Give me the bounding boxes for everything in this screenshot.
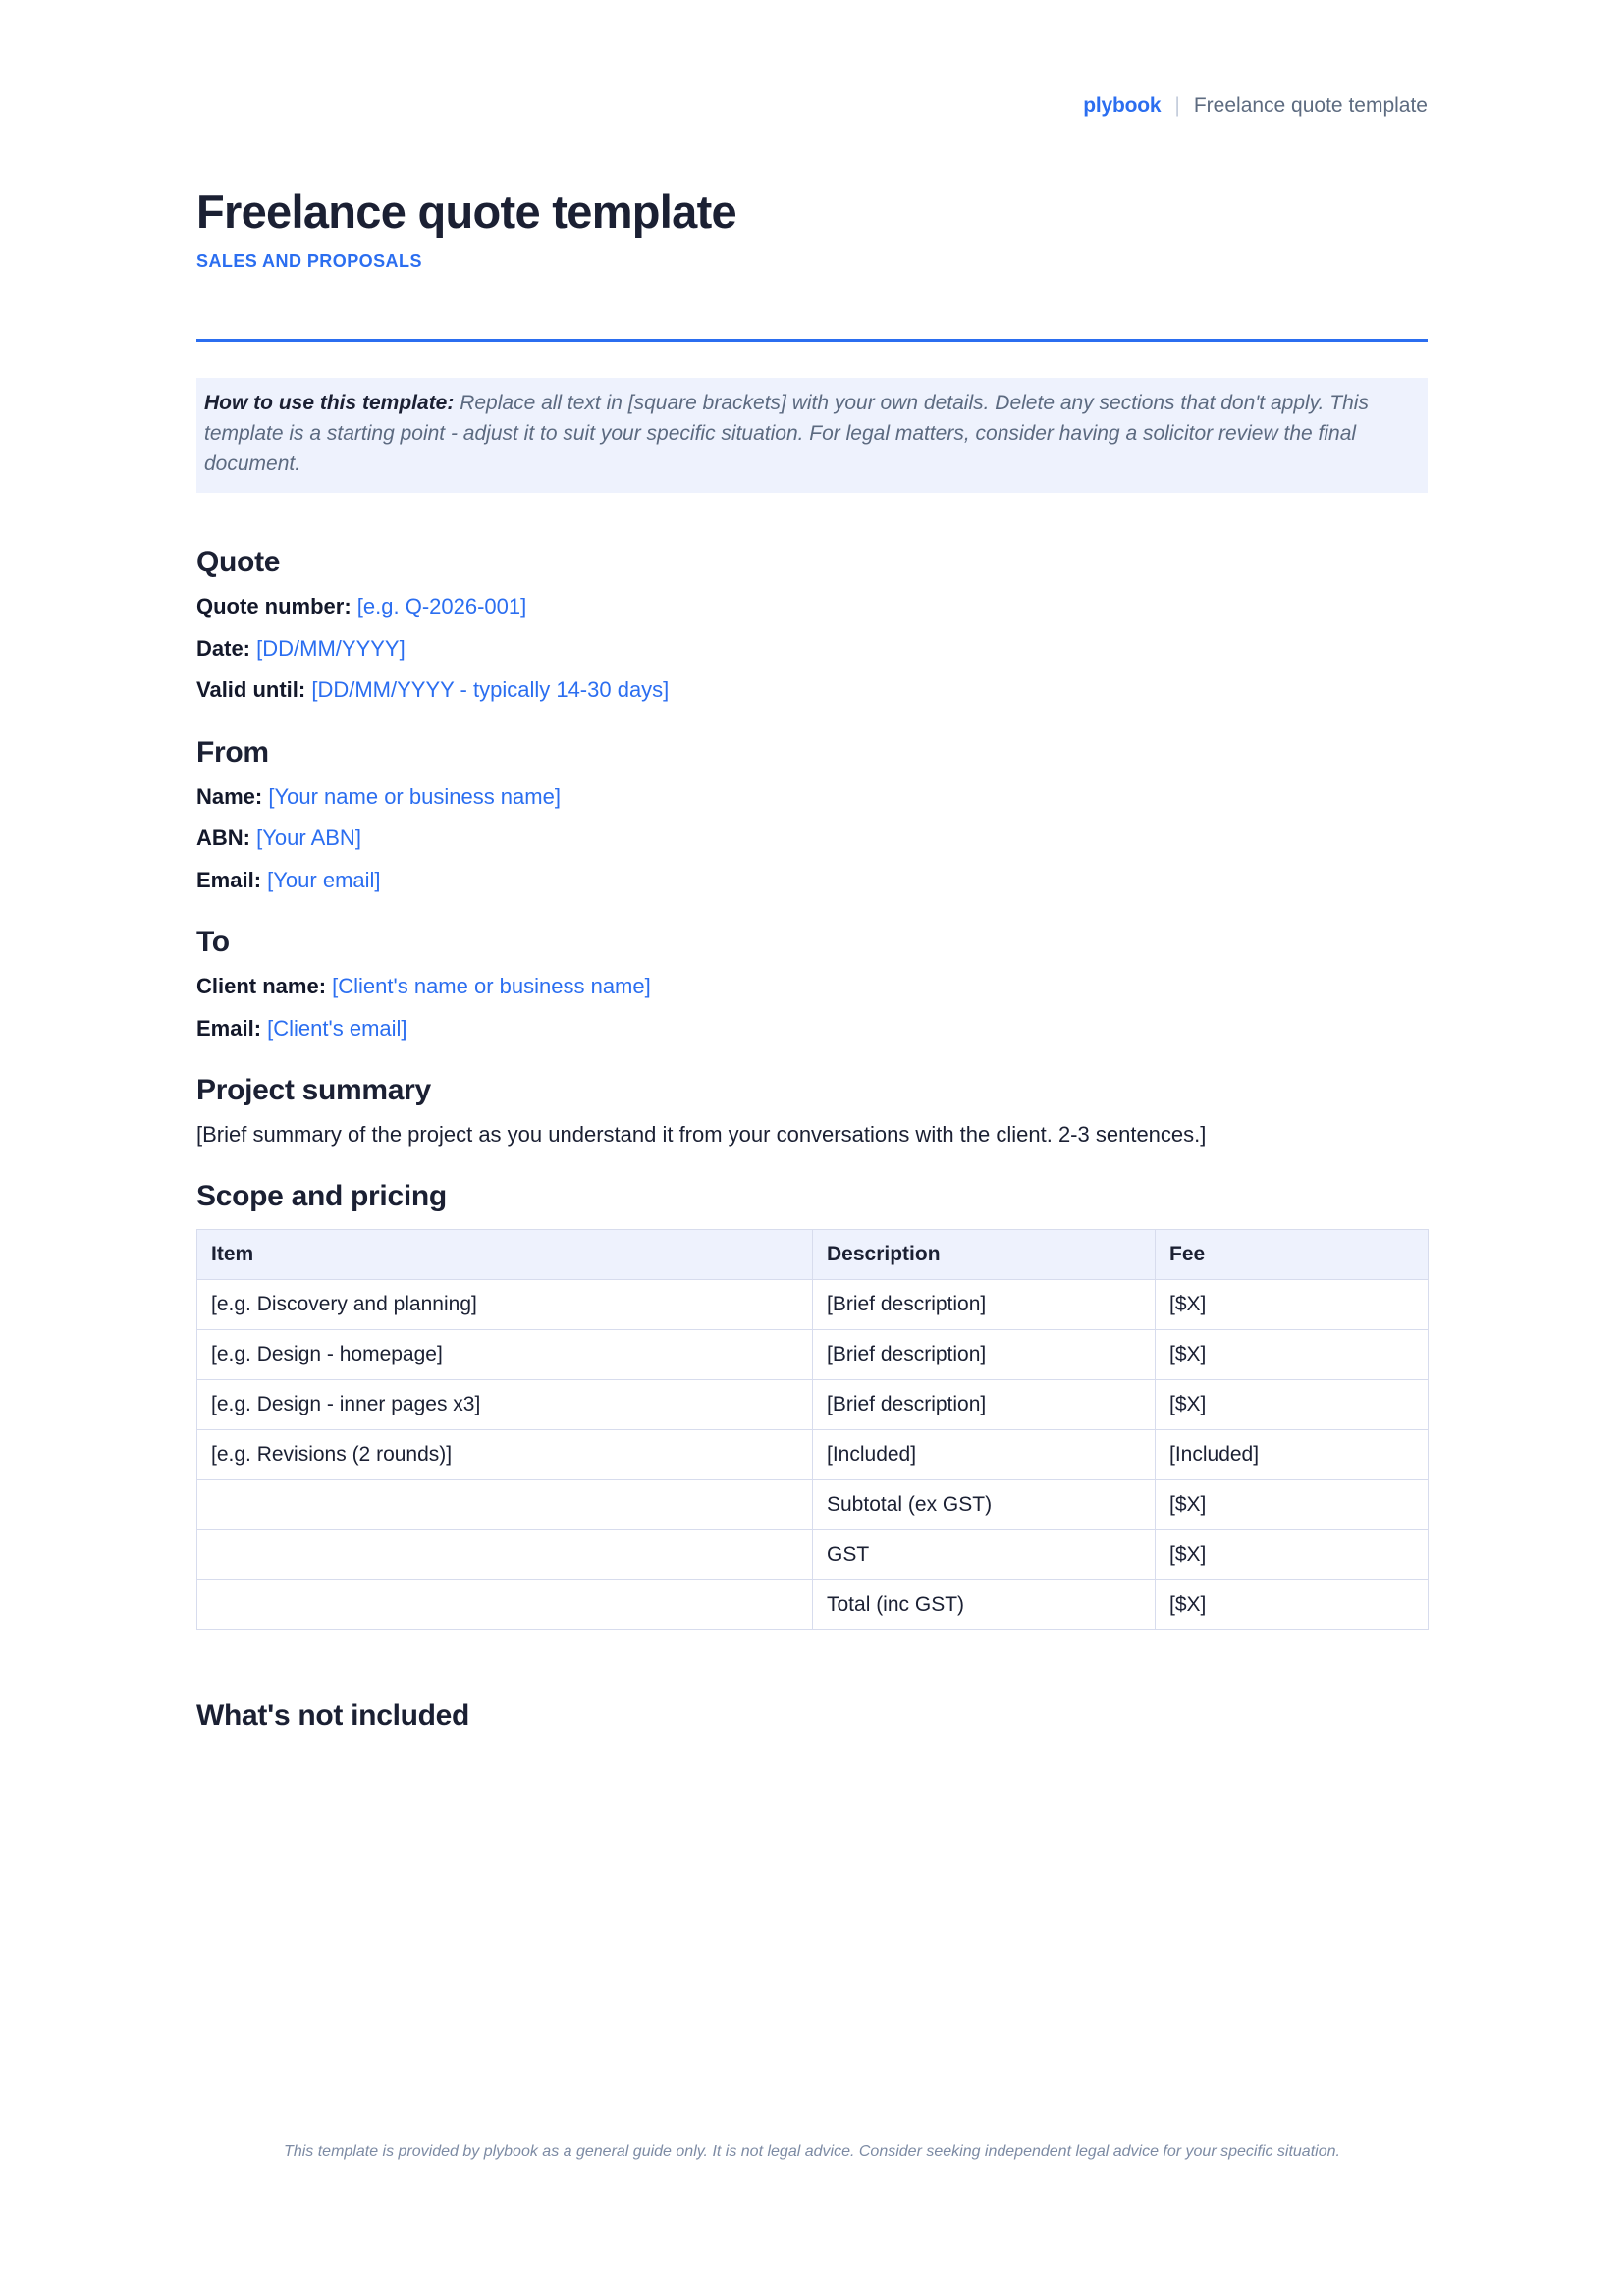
cell-item: [e.g. Design - homepage] (197, 1330, 813, 1380)
field-value: [Client's email] (267, 1015, 407, 1041)
cell-fee: [$X] (1156, 1380, 1429, 1430)
field-label: Email: (196, 1015, 262, 1041)
field-value: [e.g. Q-2026-001] (356, 594, 527, 618)
cell-fee: [$X] (1156, 1330, 1429, 1380)
callout-text: Replace all text in [square brackets] with your own details. Delete any sections that don't apply. This template is a starting point - adjust it to suit your specific situation. For legal matters, consider having a solicitor review the final document. (204, 392, 1369, 476)
cell-description: [Brief description] (813, 1380, 1156, 1430)
field-client-name (196, 971, 1428, 1003)
field-value: [DD/MM/YYYY] (256, 635, 406, 661)
cell-item (197, 1480, 813, 1530)
section-from (196, 736, 1428, 897)
table-row-gst (197, 1530, 1429, 1580)
field-from-email (196, 865, 1428, 897)
title-block (196, 187, 1428, 272)
cell-description: [Brief description] (813, 1330, 1156, 1380)
field-label: Name: (196, 783, 263, 809)
table-row (197, 1330, 1429, 1380)
cell-item (197, 1580, 813, 1630)
document-body (196, 546, 1428, 1762)
cell-description: Total (inc GST) (813, 1580, 1156, 1630)
table-row (197, 1280, 1429, 1330)
cell-fee: [$X] (1156, 1530, 1429, 1580)
brand-document-label: Freelance quote template (1193, 94, 1428, 117)
project-summary-body: [Brief summary of the project as you understand it from your conversations with the client. 2-3 sentences.] (196, 1122, 1207, 1148)
table-row (197, 1380, 1429, 1430)
cell-description: Subtotal (ex GST) (813, 1480, 1156, 1530)
brand-bar (1083, 94, 1428, 118)
section-heading-project-summary: Project summary (196, 1074, 431, 1107)
field-value: [Your ABN] (256, 826, 361, 851)
cell-fee: [Included] (1156, 1430, 1429, 1480)
section-heading-quote: Quote (196, 546, 281, 578)
page-title: Freelance quote template (196, 186, 736, 238)
pricing-table (196, 1229, 1429, 1630)
cell-item (197, 1530, 813, 1580)
cell-item: [e.g. Discovery and planning] (197, 1280, 813, 1330)
layout-spacer (196, 1660, 1428, 1699)
cell-fee: [$X] (1156, 1480, 1429, 1530)
section-heading-not-included: What's not included (196, 1699, 470, 1733)
cell-description: [Brief description] (813, 1280, 1156, 1330)
section-heading-scope-and-pricing: Scope and pricing (196, 1180, 447, 1213)
field-from-name (196, 781, 1428, 814)
document-category: SALES AND PROPOSALS (196, 250, 422, 271)
table-row-total (197, 1580, 1429, 1630)
cell-fee: [$X] (1156, 1580, 1429, 1630)
field-value: [Your name or business name] (268, 783, 561, 809)
brand-logo-text: plybook (1083, 94, 1162, 117)
pricing-table-head (197, 1230, 1429, 1280)
title-divider (196, 339, 1428, 342)
field-value: [Your email] (267, 867, 381, 892)
field-value: [Client's name or business name] (332, 974, 651, 999)
brand-separator: | (1174, 94, 1180, 117)
table-row-subtotal (197, 1480, 1429, 1530)
field-label: Email: (196, 867, 262, 892)
cell-description: GST (813, 1530, 1156, 1580)
field-quote-number (196, 591, 1428, 623)
section-heading-to: To (196, 926, 230, 959)
field-label: Valid until: (196, 677, 306, 703)
field-label: Quote number: (196, 594, 352, 618)
how-to-use-callout (196, 378, 1428, 493)
callout-label: How to use this template: (204, 392, 455, 414)
field-from-abn (196, 823, 1428, 855)
field-value: [DD/MM/YYYY - typically 14-30 days] (311, 677, 670, 703)
section-quote (196, 546, 1428, 707)
column-header-item: Item (197, 1230, 813, 1280)
cell-fee: [$X] (1156, 1280, 1429, 1330)
section-to (196, 926, 1428, 1044)
column-header-fee: Fee (1156, 1230, 1429, 1280)
section-heading-from: From (196, 735, 269, 769)
cell-item: [e.g. Revisions (2 rounds)] (197, 1430, 813, 1480)
section-scope-and-pricing (196, 1180, 1428, 1630)
field-label: Date: (196, 635, 251, 661)
field-client-email (196, 1013, 1428, 1045)
column-header-description: Description (813, 1230, 1156, 1280)
table-row (197, 1430, 1429, 1480)
table-header-row (197, 1230, 1429, 1280)
field-date (196, 633, 1428, 666)
cell-description: [Included] (813, 1430, 1156, 1480)
field-label: ABN: (196, 826, 250, 851)
section-project-summary (196, 1074, 1428, 1150)
cell-item: [e.g. Design - inner pages x3] (197, 1380, 813, 1430)
field-valid-until (196, 674, 1428, 707)
pricing-table-body (197, 1280, 1429, 1630)
field-label: Client name: (196, 974, 327, 999)
page-footer: This template is provided by plybook as a general guide only. It is not legal advice. Consider seeking independent legal advice for your specific situation. (284, 2143, 1340, 2160)
section-not-included (196, 1699, 1428, 1733)
